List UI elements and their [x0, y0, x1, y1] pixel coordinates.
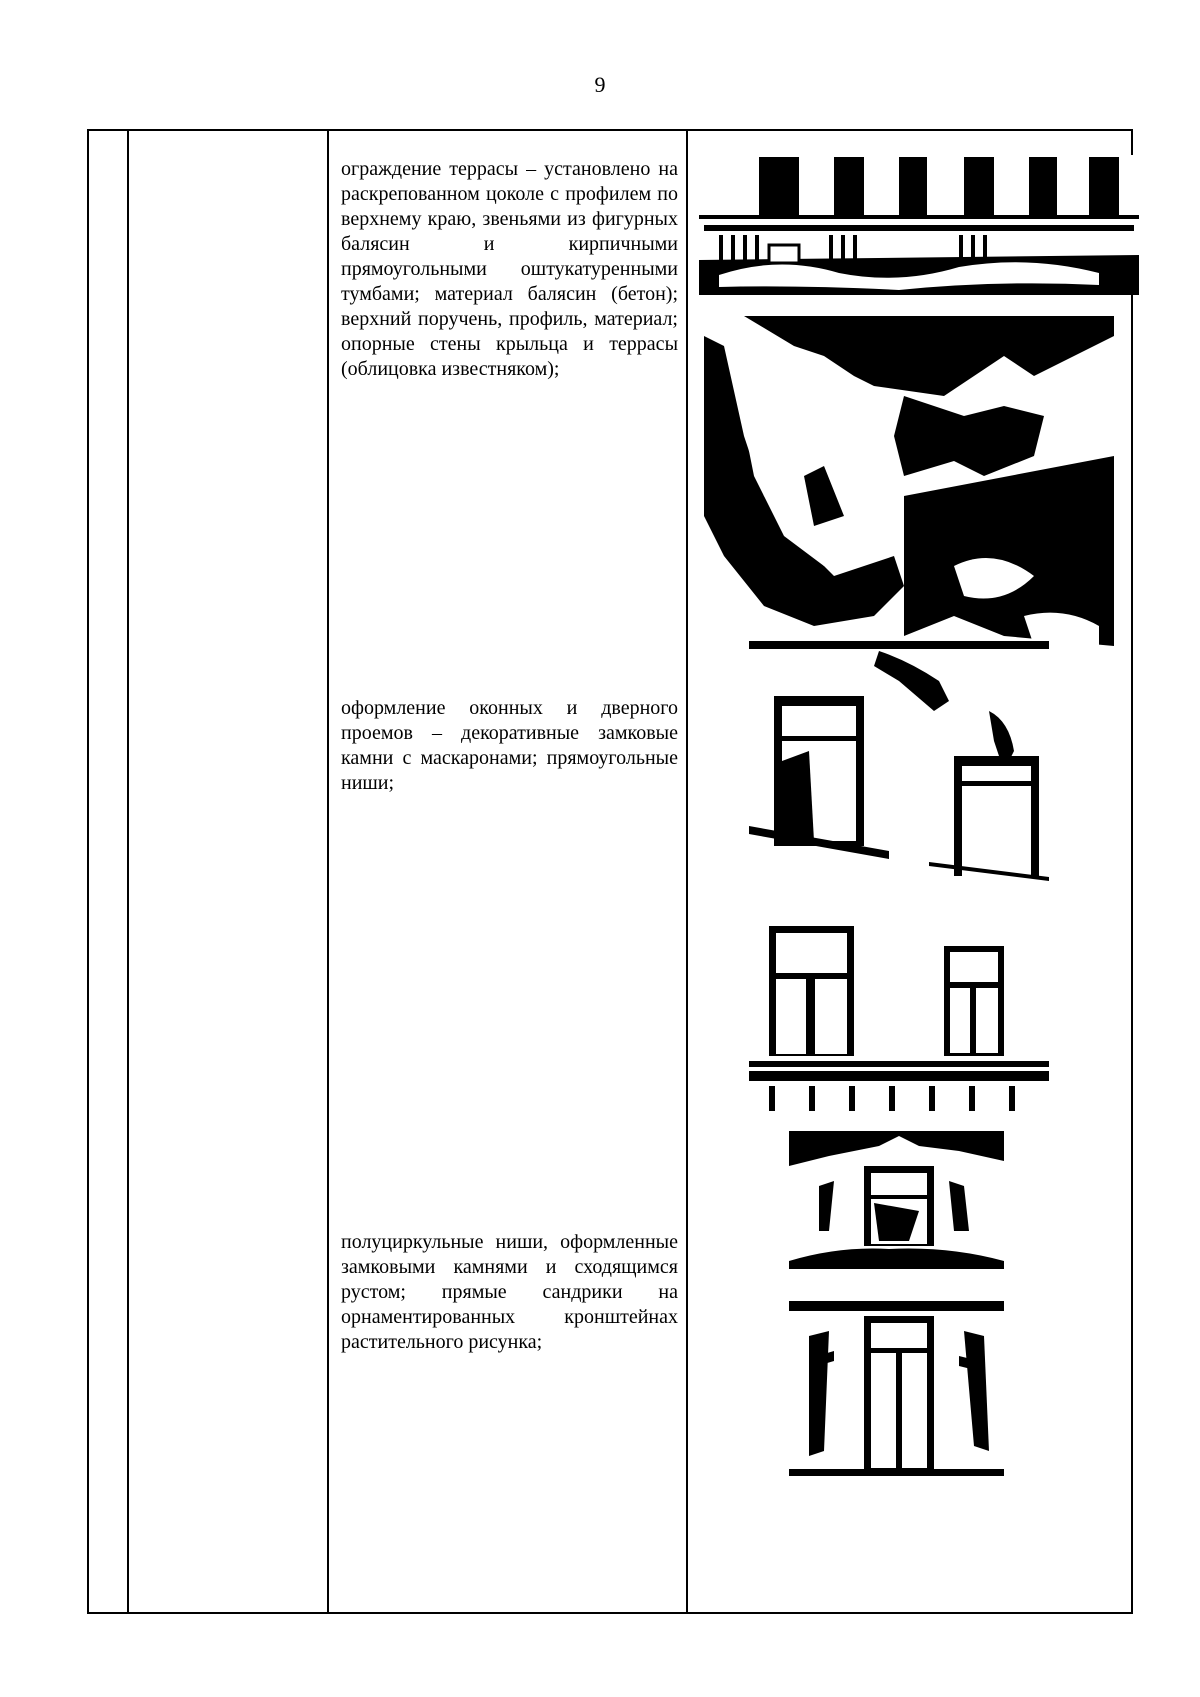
- terrace-facade-photo: [699, 155, 1139, 295]
- terrace-retaining-wall-photo: [704, 316, 1114, 656]
- document-table: [87, 129, 1133, 1614]
- rectangular-niches-photo: [749, 921, 1049, 1111]
- column-divider: [686, 131, 688, 1612]
- semicircular-niche-photo: [789, 1131, 1004, 1281]
- sandriks-brackets-photo: [789, 1301, 1004, 1476]
- page-number: 9: [594, 72, 606, 97]
- semicircular-niches-description: полуциркульные ниши, оформленные замковыми камнями и сходящимся рустом; прямые сандрики на орнаментированных кронштейнах растительного рисунка;: [341, 1231, 678, 1353]
- column-divider: [327, 131, 329, 1612]
- window-door-openings-description: оформление оконных и дверного проемов – декоративные замковые камни с маскаронами; прямоугольные ниши;: [341, 697, 678, 794]
- windows-mascarons-photo: [749, 641, 1049, 881]
- terrace-fence-description: ограждение террасы – установлено на раскрепованном цоколе с профилем по верхнему краю, звеньями из фигурных балясин и кирпичными прямоугольными оштукатуренными тумбами; материал балясин (бетон); верхний поручень, профиль, материал; опорные стены крыльца и террасы (облицовка известняком);: [341, 158, 678, 380]
- column-divider: [127, 131, 129, 1612]
